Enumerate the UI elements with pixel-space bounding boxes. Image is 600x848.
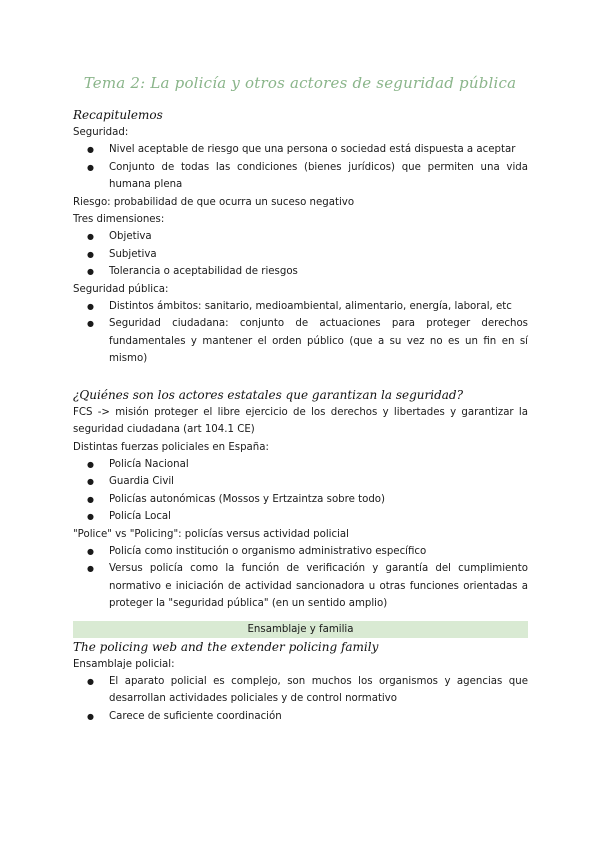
list-item: ● Objetiva — [109, 228, 528, 245]
section-heading-recapitulemos: Recapitulemos — [73, 108, 163, 122]
seguridad-publica-label: Seguridad pública: — [73, 283, 169, 295]
dimensiones-list — [73, 228, 528, 280]
seguridad-list — [73, 141, 528, 193]
list-item: ● Tolerancia o aceptabilidad de riesgos — [109, 263, 528, 280]
fuerzas-label: Distintas fuerzas policiales en España: — [73, 441, 269, 453]
seguridad-label: Seguridad: — [73, 127, 129, 138]
riesgo-definition: Riesgo: probabilidad de que ocurra un suceso negativo — [73, 196, 355, 208]
page-title: Tema 2: La policía y otros actores de seguridad pública — [83, 74, 517, 92]
seguridad-publica-list — [73, 298, 528, 368]
section-heading-policing-web: The policing web and the extender policing family — [73, 639, 379, 654]
list-item: ● Policía como institución o organismo administrativo específico — [109, 543, 528, 560]
police-list — [73, 543, 528, 613]
section-heading-actores: ¿Quiénes son los actores estatales que garantizan la seguridad? — [73, 387, 464, 402]
section-band: Ensamblaje y familia — [73, 621, 528, 638]
list-item: ● Policía Nacional — [109, 456, 528, 473]
list-item: ● Seguridad ciudadana: conjunto de actuaciones para proteger derechos fundamentales y mantener el orden público (que a su vez no es un fin en sí mismo) — [109, 315, 528, 367]
list-item: ● El aparato policial es complejo, son muchos los organismos y agencias que desarrollan actividades policiales y de control normativo — [109, 673, 528, 708]
fuerzas-list — [73, 456, 528, 526]
fcs-paragraph: FCS -> misión proteger el libre ejercicio de los derechos y libertades y garantizar la seguridad ciudadana (art 104.1 CE) — [73, 406, 528, 436]
list-item: ● Distintos ámbitos: sanitario, medioambiental, alimentario, energía, laboral, etc — [109, 298, 528, 315]
ensamblaje-list — [73, 673, 528, 725]
document-body — [73, 106, 528, 725]
police-vs-policing-label: "Police" vs "Policing": policías versus actividad policial — [73, 528, 349, 540]
list-item: ● Conjunto de todas las condiciones (bienes jurídicos) que permiten una vida humana plena — [109, 159, 528, 194]
list-item: ● Policía Local — [109, 508, 528, 525]
list-item: ● Policías autonómicas (Mossos y Ertzaintza sobre todo) — [109, 491, 528, 508]
list-item: ● Versus policía como la función de verificación y garantía del cumplimiento normativo e iniciación de actividad sancionadora u otras funciones orientadas a proteger la "seguridad pública" (en un sentido amplio) — [109, 560, 528, 612]
list-item: ● Subjetiva — [109, 246, 528, 263]
list-item: ● Carece de suficiente coordinación — [109, 708, 528, 725]
ensamblaje-label: Ensamblaje policial: — [73, 658, 175, 670]
list-item: ● Guardia Civil — [109, 473, 528, 490]
dimensiones-label: Tres dimensiones: — [73, 214, 165, 226]
list-item: ● Nivel aceptable de riesgo que una persona o sociedad está dispuesta a aceptar — [109, 141, 528, 158]
